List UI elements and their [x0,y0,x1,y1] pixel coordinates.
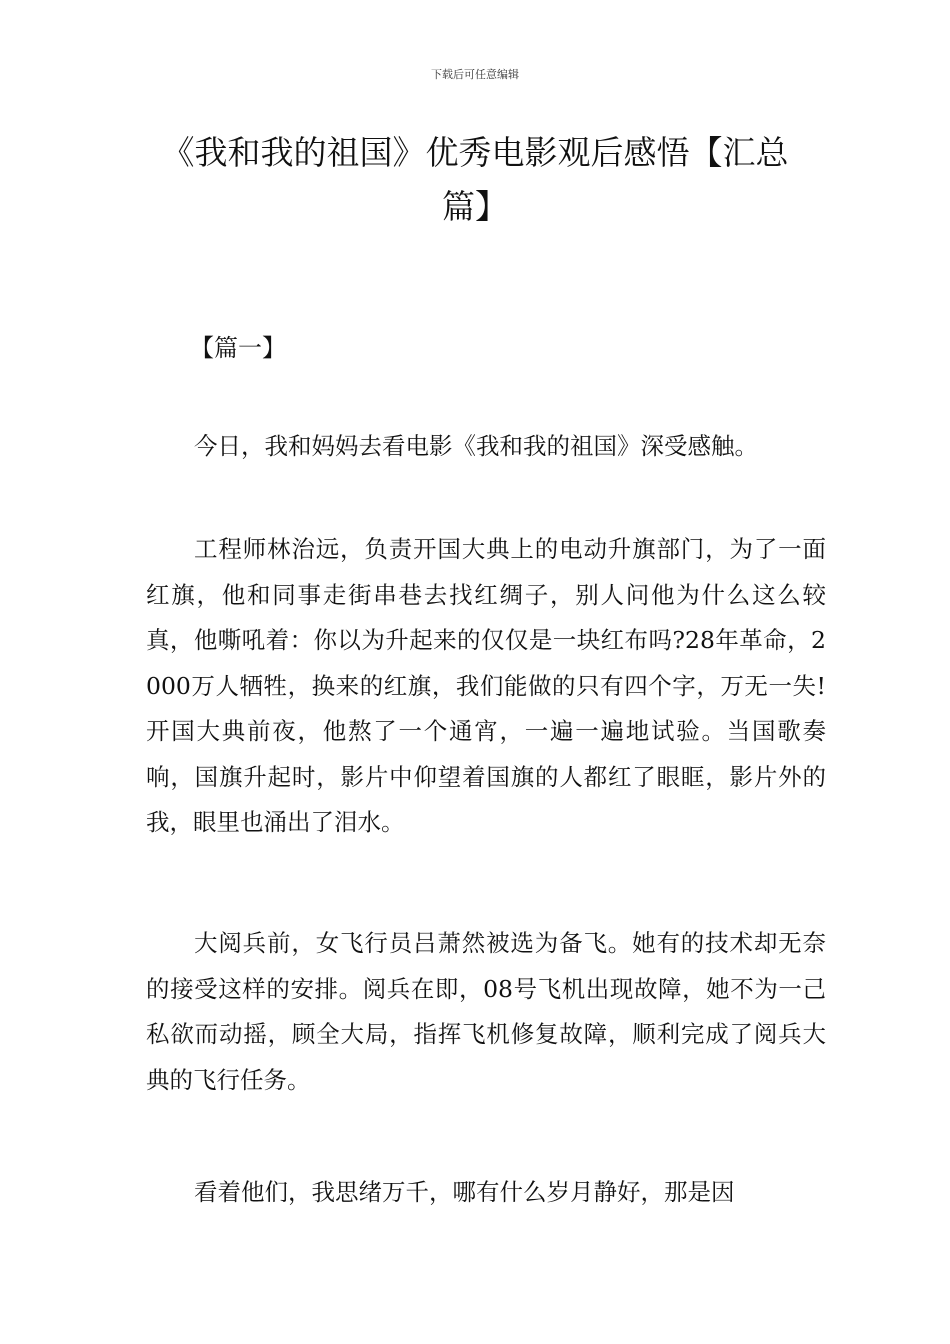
paragraph: 看着他们，我思绪万千，哪有什么岁月静好，那是因 [194,1178,735,1206]
paragraph: 大阅兵前，女飞行员吕萧然被选为备飞。她有的技术却无奈的接受这样的安排。阅兵在即，08号飞机出现故障，她不为一己私欲而动摇，顾全大局，指挥飞机修复故障，顺利完成了阅兵大典的飞行任务。 [146,929,826,1094]
header-note: 下载后可任意编辑 [431,68,519,81]
document-title: 《我和我的祖国》优秀电影观后感悟【汇总篇】 [161,133,789,226]
paragraph: 工程师林治远，负责开国大典上的电动升旗部门，为了一面红旗，他和同事走街串巷去找红绸子，别人问他为什么这么较真，他嘶吼着：你以为升起来的仅仅是一块红布吗?28年革命，2000万人牺牲，换来的红旗，我们能做的只有四个字，万无一失!开国大典前夜，他熬了一个通宵，一遍一遍地试验。当国歌奏响，国旗升起时，影片中仰望着国旗的人都红了眼眶，影片外的我，眼里也涌出了泪水。 [146,535,826,836]
paragraph: 今日，我和妈妈去看电影《我和我的祖国》深受感触。 [194,432,758,460]
section-heading: 【篇一】 [190,334,286,362]
